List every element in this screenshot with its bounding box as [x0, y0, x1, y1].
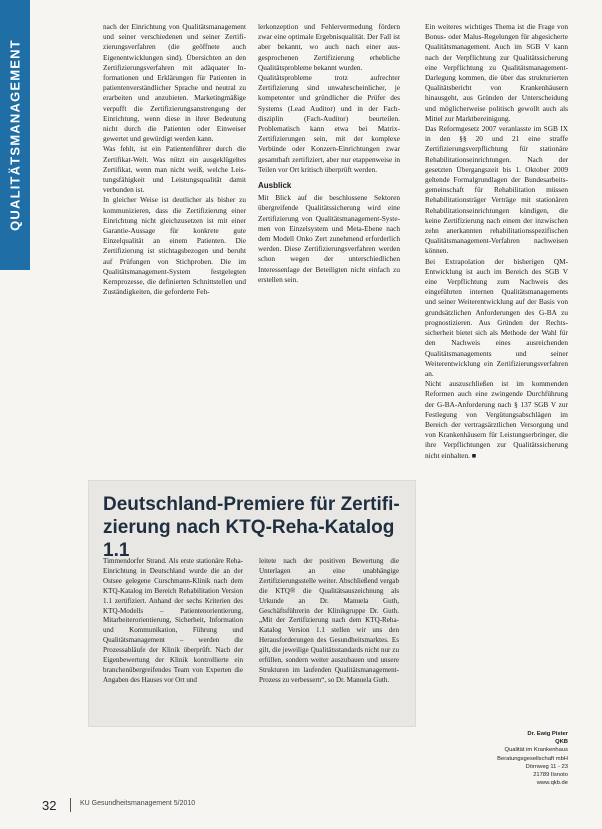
article-column-2 [258, 22, 400, 487]
section-tab-label: QUALITÄTSMANAGEMENT [7, 39, 23, 231]
news-box [88, 480, 416, 727]
paragraph: nach der Einrichtung von Qualitätsmanagement und seiner verschiedenen und seiner Zertifizierungsverfahren (die geöffnete auch Eigenentwicklungen sind). Übersichten an den Zertifizierungsverfahren mit adäquater Informationen und Erklärungen für Patienten in patientenverständlicher Sprache und neutral zu erarbeiten und anzubieten. Marketingmäßige verpufft die Zertifizierungsanstrengung der Einrichtung, wenn diese in ihrer Bedeutung nicht durch die Patienten oder Einweiser gewertet und gewürdigt werden kann. [103, 22, 246, 144]
footer-divider [70, 798, 71, 812]
author-org-line2: Beratungsgesellschaft mbH [497, 755, 568, 762]
paragraph: leitete nach der positiven Bewertung die Unterlagen an eine unabhängige Zertifizierungsstelle weiter. Abschließend vergab die KTQ® die Qualitätsauszeichnung als Urkunde an Dr. Manuela Guth, Geschäftsführerin der Klinikgruppe Dr. Guth. „Mit der Zertifizierung nach dem KTQ-Reha-Katalog Version 1.1 stellen wir uns den Herausforderungen des Gesundheitsmarktes. Es gilt, die jeweilige Qualitätsstandards nicht nur zu erfüllen, sondern weiter auszubauen und unsere Strukturen im laufenden Qualitätsmanagement-Prozess zu verbessern“, so Dr. Manuela Guth. [259, 557, 399, 684]
article-column-3 [425, 22, 568, 727]
author-city: 21789 Ilsnoto [533, 772, 568, 779]
page-number: 32 [42, 798, 57, 813]
publication-name: KU Gesundheitsmanagement 5/2010 [80, 800, 196, 807]
paragraph: lerkonzeption und Fehlervermedung fördern zwar eine optimale Ergebnisqualität. Der Fall ist aber bekannt, wo auch nach einer ausgesprochenen Zertifizierung erhebliche Qualitätsprobleme bekannt wurden. [258, 22, 400, 72]
paragraph: Bei Extrapolation der bisherigen QM-Entwicklung ist auch im Bereich des SGB V eine Verpflichtung zum Nachweis des eingeführten internen Qualitätsmanagements und seiner Weiterentwicklung auf der Basis von grundsätzlichen Anforderungen des G-BA zu prognostizieren. Aus Gründen der Rechtssicherheit bietet sich als Methode der Wahl für den Nachweis eines ausreichenden Qualitätsmanagements und seiner Weiterentwicklung ein Zertifizierungsverfahren an. [425, 256, 568, 378]
paragraph: In gleicher Weise ist deutlicher als bisher zu kommunizieren, dass die Zertifizierung einer Einrichtung nicht gleichzusetzen ist mit einer Garantie-Aussage für konkrete gute Einzelqualität an einem Patienten. Die Zertifizierung ist stichtagsbezogen und beruht auf Prüfungen von Stichproben. Die im Qualitätsmanagement-System festgelegten Kernprozesse, die definierten Schnittstellen und Zuständigkeiten, die geforderte Feh- [103, 195, 246, 297]
paragraph: Nicht auszuschließen ist im kommenden Reformen auch eine zwingende Durchführung der G-BA-Anforderung nach § 137 SGB V zur Festlegung von Vergütungsabschlägen im Bereich der vertragsärztlichen Versorgung und von Krankenhäusern für Leistungserbringer, die ihre Verpflichtungen zur Qualitätssicherung nicht einhalten. ■ [425, 379, 568, 460]
author-street: Dörnweg 11 - 23 [525, 763, 568, 770]
author-signature [470, 730, 568, 787]
news-box-column-2 [259, 557, 399, 721]
paragraph: Ein weiteres wichtiges Thema ist die Frage von Bonus- oder Malus-Regelungen für abgesicherte Qualitätsmanagement. Auch im SGB V kann nach der Verpflichtung zur Qualitätssicherung eine Verpflichtung zu Qualitätsmanagement-Darlegung kommen, die über das strukturierten Qualitätsbericht von Krankenhäusern hinausgeht, aus Gründen der Unterscheidung und möglicherweise politisch gewollt auch als Mittel zur Marktbereinigung. [425, 22, 568, 123]
section-tab [0, 0, 30, 270]
page-footer [0, 790, 602, 829]
author-org: QKB [555, 739, 568, 746]
author-org-line1: Qualität im Krankenhaus [504, 747, 568, 754]
section-heading: Ausblick [258, 181, 292, 191]
news-box-title: Deutschland-Premiere für Zertifizierung nach KTQ-Reha-Katalog 1.1 [103, 494, 400, 561]
author-web: www.qkb.de [536, 780, 568, 787]
author-name: Dr. Ewig Pister [527, 731, 568, 737]
article-column-1 [103, 22, 246, 487]
news-box-column-1 [103, 557, 243, 721]
paragraph: Mit Blick auf die beschlossene Sektoren übergreifende Qualitätssicherung wird eine Zertifizierung von Qualitätsmanagement-Systemen von Einzelsystem und Meta-Ebene nach dem Modell Onko Zert zunehmend erforderlich werden. Diese Zertifizierungsverfahren werden schon wegen der unterschiedlichen Interessenlage der Beteiligten nicht einfach zu erstellen sein. [258, 193, 400, 284]
paragraph: Timmendorfer Strand. Als erste stationäre Reha-Einrichtung in Deutschland wurde die an der Ostsee gelegene Curschmann-Klinik nach dem KTQ-Katalog im Bereich Rehabilitation Version 1.1 zertifiziert. Anhand der sechs Kriterien des KTQ-Modells – Patientenorientierung, Mitarbeiterorientierung, Sicherheit, Information und Kommunikation, Führung und Qualitätsmanagement – werden die Prozessabläufe der Klinik überprüft. Nach der Eigenbewertung der Klinik kontrollierte ein branchenübergreifendes Team von Experten die Angaben des Hauses vor Ort und [103, 557, 243, 684]
paragraph: Was fehlt, ist ein Patientenführer durch die Zertifikat-Welt. Was nützt ein ausgeklügeltes Zertifikat, wenn man nicht weiß, welche Leistungsfähigkeit und Leistungsqualität damit verbunden ist. [103, 144, 246, 195]
paragraph: Das Reformgesetz 2007 veranlasste im SGB IX in den §§ 20 und 21 eine straffe Zertifizierungsverpflichtung für stationäre Rehabilitationseinrichtungen. Nach der gesetzten Übergangszeit bis 1. Oktober 2009 geltende Formalgrundlagen der Bundesarbeitsgemeinschaft für Rehabilitation müssen Rehabilitationsträger Verträge mit stationären Rehabilitationseinrichtungen kündigen, die keine Zertifizierung nach einem der inzwischen zehn anerkannten rehabilitationsspezifischen Qualitätsmanagement-Verfahren nachweisen können. [425, 124, 568, 256]
paragraph: Qualitätsprobleme trotz aufrechter Zertifizierung sind unwahrscheinlicher, je kompetenter und gründlicher die Prüfer des Systems (Lead Auditor) und in der Fachdisziplin (Fach-Auditor) beurteilen. Problematisch kann etwa bei Matrix-Zertifizierungen sein, mit der komplexe Verbünde oder Konzern-Einrichtungen zwar gesamthaft zertifiziert, aber nur etappenweise in Teilen vor Ort kritisch überprüft werden. [258, 73, 400, 174]
